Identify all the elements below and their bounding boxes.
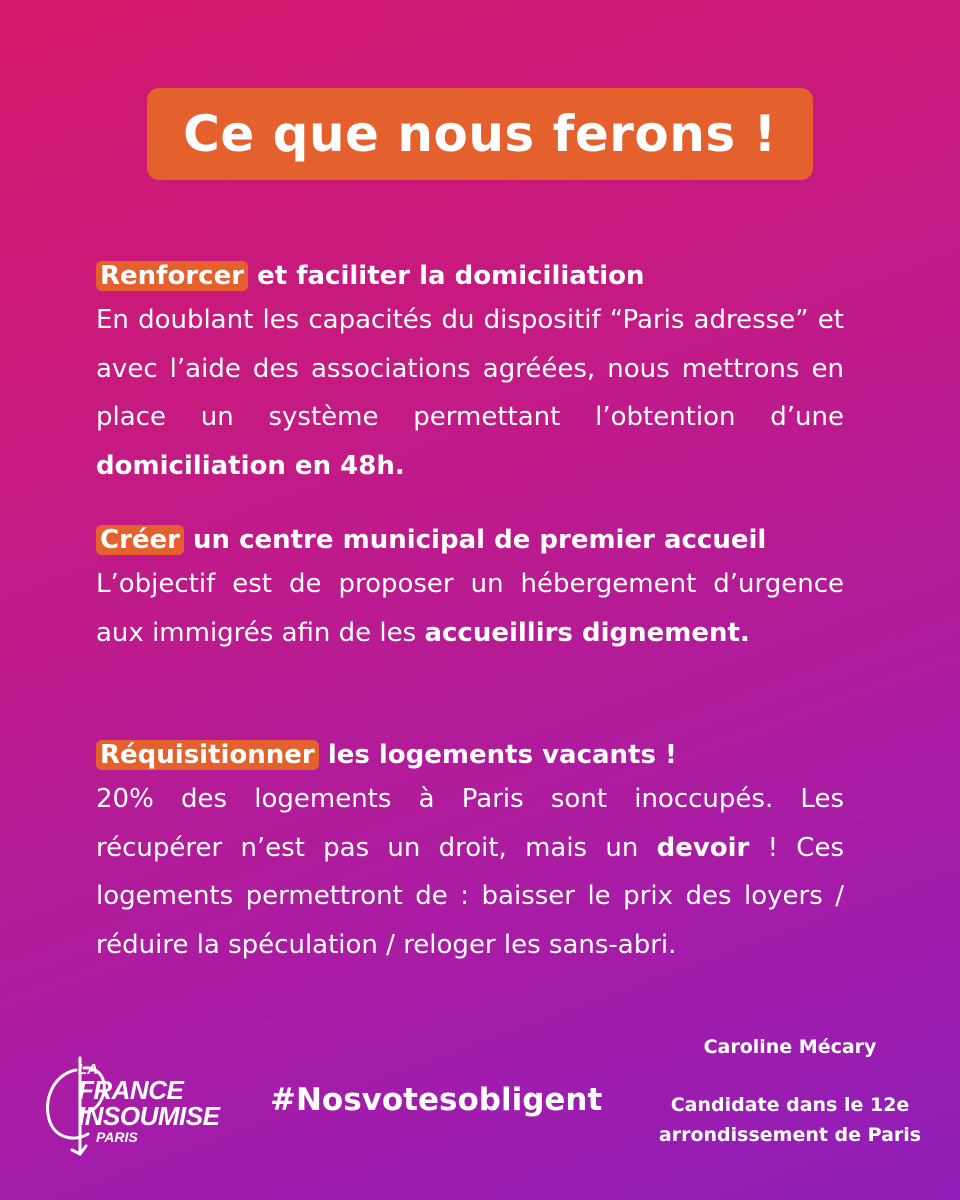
body-text: 20% des logements à Paris sont inoccupés. Les récupérer n’est pas un droit, mais un <box>96 784 844 863</box>
section-accueil <box>96 520 844 657</box>
body-text: En doublant les capacités du dispositif “Paris adresse” et avec l’aide des associations agréées, nous mettrons en place un système permettant l’obtention d’une <box>96 305 844 432</box>
section-heading <box>96 520 844 560</box>
section-body <box>96 296 844 490</box>
body-bold: accueillirs dignement. <box>424 617 750 648</box>
heading-highlight: Réquisitionner <box>96 740 319 770</box>
heading-text: et faciliter la domiciliation <box>248 261 645 291</box>
logo-line: FRANCE <box>78 1075 184 1105</box>
body-text: ! Ces logements permettront de : baisser le prix des loyers / réduire la spéculation / reloger les sans-abri. <box>96 832 844 960</box>
page-title: Ce que nous ferons ! <box>183 105 777 163</box>
body-text: L’objectif est de proposer un hébergement d’urgence aux immigrés afin de les <box>96 569 844 648</box>
logo-wordmark <box>78 1062 219 1145</box>
heading-text: un centre municipal de premier accueil <box>184 525 767 555</box>
heading-highlight: Renforcer <box>96 261 248 291</box>
body-bold: domiciliation en 48h. <box>96 450 405 481</box>
section-heading <box>96 735 844 775</box>
section-logements <box>96 735 844 969</box>
logo-line: LA <box>78 1061 98 1078</box>
heading-highlight: Créer <box>96 525 184 555</box>
body-bold: devoir <box>656 832 750 863</box>
section-body <box>96 560 844 657</box>
hashtag: #Nosvotesobligent <box>270 1082 603 1118</box>
signature-role: Candidate dans le 12e arrondissement de Paris <box>658 1094 922 1146</box>
title-banner <box>147 88 813 180</box>
heading-text: les logements vacants ! <box>318 740 677 770</box>
logo-line: PARIS <box>96 1129 138 1145</box>
signature-name: Caroline Mécary <box>703 1036 877 1058</box>
section-domiciliation <box>96 256 844 490</box>
section-heading <box>96 256 844 296</box>
logo-line: INSOUMISE <box>78 1101 220 1131</box>
section-body <box>96 775 844 969</box>
